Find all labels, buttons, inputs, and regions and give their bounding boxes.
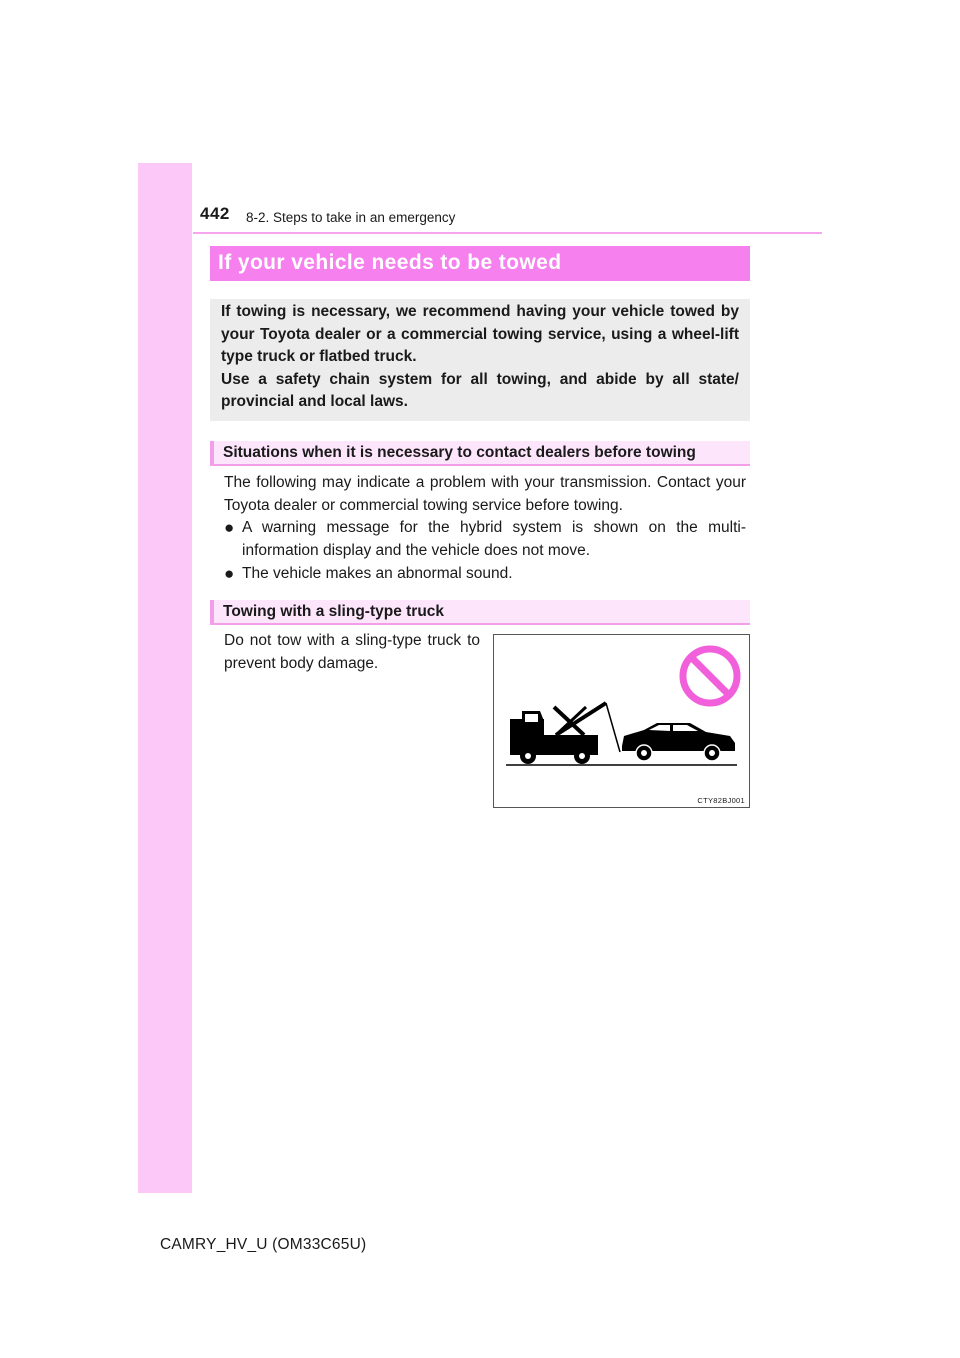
intro-line: If towing is necessary, we recommend having your vehicle towed by your Toyota dealer or a commercial towing service, using a wheel-lift type truck or flatbed truck.	[221, 303, 739, 366]
bullet-icon: ●	[224, 518, 235, 537]
sling-truck-figure	[493, 634, 750, 808]
tow-truck-icon	[510, 703, 620, 764]
side-tab-strip	[138, 163, 192, 1193]
chapter-heading: 8-2. Steps to take in an emergency	[246, 210, 456, 225]
manual-id-footer: CAMRY_HV_U (OM33C65U)	[160, 1236, 367, 1253]
section-title: If your vehicle needs to be towed	[218, 251, 562, 274]
figure-illustration	[494, 635, 749, 807]
intro-line: Use a safety chain system for all towing, and abide by all state/ provincial and local laws.	[221, 370, 739, 411]
figure-code: CTY82BJ001	[697, 796, 745, 805]
list-item-text: The vehicle makes an abnormal sound.	[242, 565, 513, 582]
subheading-sling-text: Towing with a sling-type truck	[223, 603, 445, 620]
dealers-paragraph: The following may indicate a problem with your transmission. Contact your Toyota dealer or commercial towing service before towing.	[224, 474, 746, 514]
header-divider	[193, 232, 822, 234]
section-title-bar	[210, 246, 750, 281]
subheading-dealers-text: Situations when it is necessary to contact dealers before towing	[223, 444, 696, 461]
car-icon	[622, 723, 735, 761]
subheading-dealers	[210, 441, 750, 466]
subheading-sling	[210, 600, 750, 625]
sling-paragraph: Do not tow with a sling-type truck to prevent body damage.	[224, 632, 480, 672]
prohibition-icon	[683, 649, 737, 703]
bullet-icon: ●	[224, 564, 235, 583]
intro-text	[221, 301, 739, 414]
list-item-text: A warning message for the hybrid system is shown on the multi-information display and the vehicle does not move.	[242, 519, 746, 559]
page-number: 442	[200, 204, 230, 223]
intro-box	[210, 299, 750, 421]
